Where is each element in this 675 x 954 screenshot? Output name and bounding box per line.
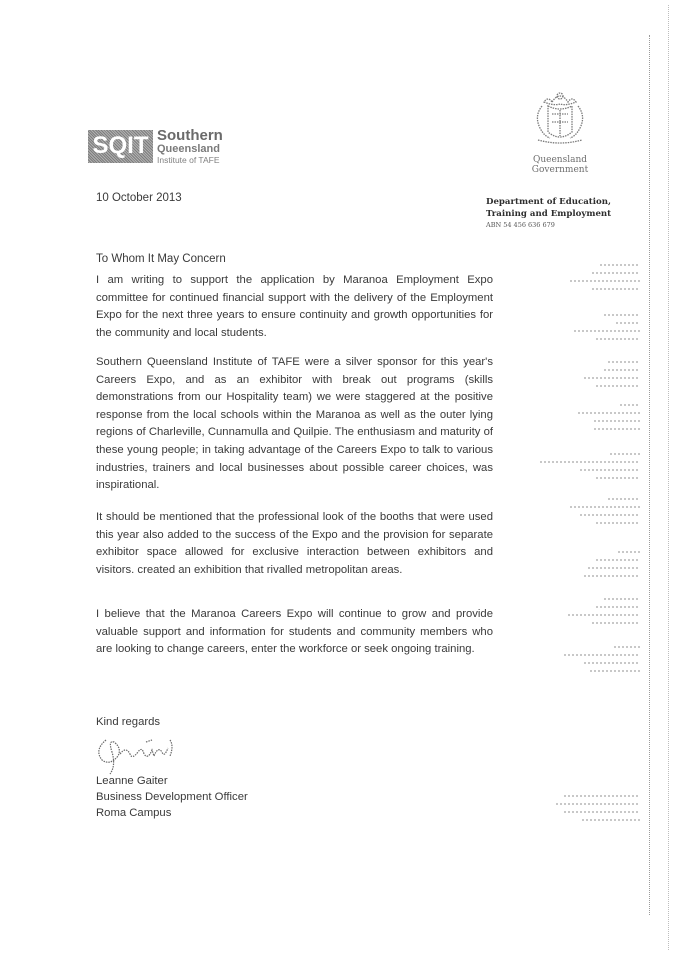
sqit-line-1: Southern (157, 127, 223, 144)
body-paragraph-1: I am writing to support the application by Maranoa Employment Expo committee for continued financial support with the delivery of the Employment Expo for the next three years to ensure continuity and growth opportunities for the community and local students. (96, 274, 493, 339)
sqit-line-3: Institute of TAFE (157, 155, 220, 165)
office-address-block (540, 795, 640, 827)
queensland-government-logo (527, 88, 593, 175)
signer-title: Business Development Officer (96, 791, 248, 803)
department-name-line-2: Training and Employment (486, 209, 612, 219)
body-paragraph-4: I believe that the Maranoa Careers Expo will continue to grow and provide valuable support and information for students and community members who are looking to change careers, enter the workforce or seek ongoing training. (96, 608, 493, 656)
sqit-logo (88, 128, 223, 165)
office-address-block (540, 551, 640, 583)
scan-edge-line (649, 35, 650, 915)
government-line-1: Queensland (532, 155, 588, 165)
sqit-logo-text (157, 128, 223, 165)
signer-block (96, 773, 248, 821)
office-address-block (540, 598, 640, 630)
office-address-block (540, 498, 640, 530)
letter-date: 10 October 2013 (96, 192, 182, 204)
scan-edge-line (668, 5, 669, 950)
signer-name: Leanne Gaiter (96, 775, 168, 787)
body-paragraph-2: Southern Queensland Institute of TAFE were a silver sponsor for this year's Careers Expo, and as an exhibitor with break out programs (skills demonstrations from our Hospitality team) we were staggered at the positive response from the local schools within the Maranoa as well as the outer lying regions of Charleville, Cunnamulla and Quilpie. The enthusiasm and maturity of these young people; in taking advantage of the Careers Expo to talk to various industries, trainers and local businesses about possible career choices, was inspirational. (96, 356, 493, 492)
office-address-block (540, 453, 640, 485)
office-address-block (540, 314, 640, 346)
queensland-crest-icon (530, 88, 590, 150)
signer-location: Roma Campus (96, 807, 172, 819)
government-line-2: Government (531, 165, 589, 175)
office-address-block (540, 646, 640, 678)
sqit-logo-mark: SQIT (92, 132, 149, 160)
handwritten-signature-icon (92, 732, 202, 776)
sqit-line-2: Queensland (157, 143, 220, 155)
sqit-logo-icon (88, 130, 153, 163)
office-address-block (540, 264, 640, 296)
salutation: To Whom It May Concern (96, 253, 226, 265)
department-name-line-1: Department of Education, (486, 197, 611, 207)
department-block (486, 196, 611, 230)
office-address-block (540, 361, 640, 393)
body-paragraph-3: It should be mentioned that the professional look of the booths that were used this year also added to the success of the Expo and the provision for separate exhibitor space allowed for exclusive interaction between exhibitors and visitors. created an exhibition that rivalled metropolitan areas. (96, 511, 493, 576)
department-abn: ABN 54 456 636 679 (486, 221, 555, 229)
closing: Kind regards (96, 716, 161, 728)
office-address-block (540, 404, 640, 436)
